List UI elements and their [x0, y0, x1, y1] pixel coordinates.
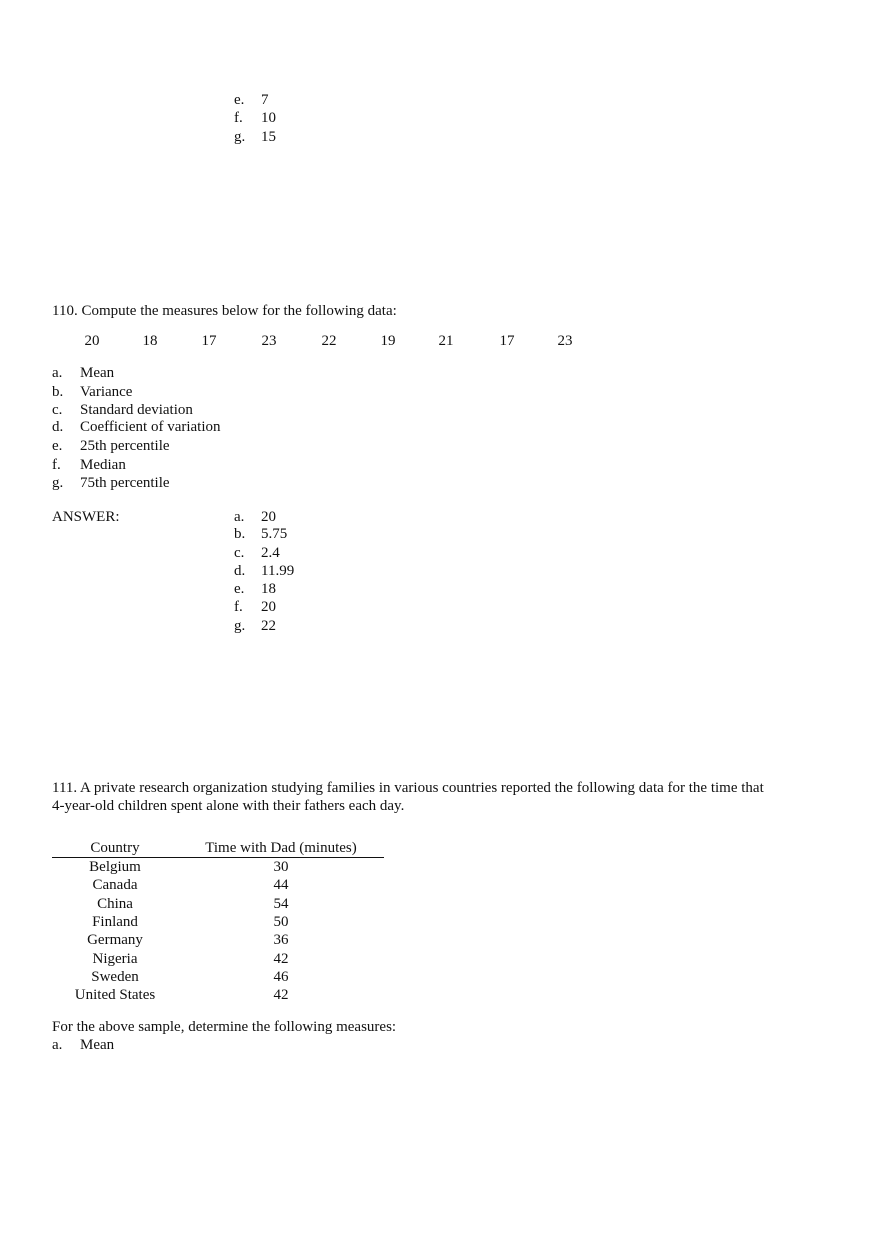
data-value: 22	[321, 333, 337, 349]
list-item: g. 15	[234, 129, 276, 145]
question-111-prompt-line-1: 111. A private research organization studying families in various countries reported the following data for the time that	[52, 780, 764, 796]
table-row: Belgium 30	[89, 859, 289, 876]
table-row: Germany 36	[87, 932, 289, 949]
list-item: d. Coefficient of variation	[52, 419, 221, 435]
data-value: 23	[557, 333, 573, 349]
list-item: g. 75th percentile	[52, 475, 170, 491]
question-111-prompt-line-2: 4-year-old children spent alone with their fathers each day.	[52, 798, 405, 814]
question-111-followup: For the above sample, determine the following measures:	[52, 1019, 397, 1035]
table-row: Finland 50	[92, 914, 289, 931]
answer-item: d. 11.99	[234, 563, 295, 579]
table-header-row	[52, 839, 384, 858]
data-value: 17	[499, 333, 515, 349]
list-item: b. Variance	[52, 384, 133, 400]
list-item: c. Standard deviation	[52, 402, 193, 418]
table-row: Sweden 46	[91, 968, 289, 985]
answer-item: b. 5.75	[234, 526, 288, 542]
data-value: 21	[438, 333, 454, 349]
table-row: Canada 44	[92, 877, 289, 894]
data-value: 20	[84, 333, 100, 349]
column-header-time: Time with Dad (minutes)	[178, 839, 384, 858]
table-row: Nigeria 42	[92, 950, 289, 967]
list-item: e. 7	[234, 92, 269, 108]
list-item: a. Mean	[52, 1037, 115, 1053]
table-row: China 54	[97, 895, 289, 912]
list-item: f. Median	[52, 457, 126, 473]
answer-heading: ANSWER:	[52, 509, 120, 525]
answer-item: c. 2.4	[234, 545, 280, 561]
answer-item: f. 20	[234, 599, 276, 615]
question-110-prompt: 110. Compute the measures below for the following data:	[52, 303, 397, 319]
data-values-row	[0, 332, 880, 350]
column-header-country: Country	[52, 839, 178, 858]
data-value: 18	[142, 333, 158, 349]
data-value: 23	[261, 333, 277, 349]
data-value: 17	[201, 333, 217, 349]
list-item: f. 10	[234, 110, 276, 126]
list-item: a. Mean	[52, 365, 115, 381]
data-value: 19	[380, 333, 396, 349]
answer-item: a. 20	[234, 509, 276, 525]
table-row: United States 42	[74, 987, 289, 1004]
list-item: e. 25th percentile	[52, 438, 170, 454]
country-time-table	[52, 839, 384, 1004]
answer-item: g. 22	[234, 618, 276, 634]
answer-item: e. 18	[234, 581, 276, 597]
